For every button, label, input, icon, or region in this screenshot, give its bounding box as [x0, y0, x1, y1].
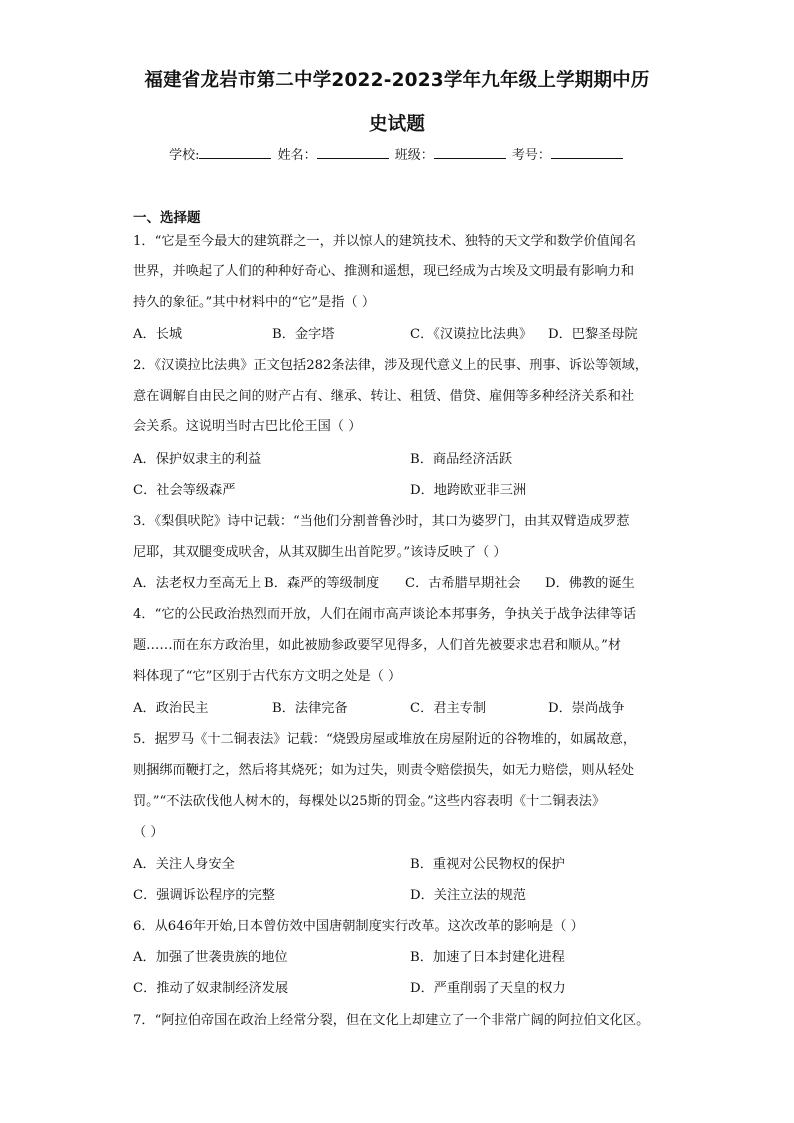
q1-line-1: 1．“它是至今最大的建筑群之一，并以惊人的建筑技术、独特的天文学和数学价值闻名 [133, 234, 637, 249]
q2-line-1: 2．《汉谟拉比法典》正文包括282条法律，涉及现代意义上的民事、刑事、诉讼等领域， [133, 358, 648, 373]
name-blank[interactable] [317, 146, 389, 159]
q3-option-a[interactable]: A．法老权力至高无上 [133, 576, 262, 591]
q2-option-b[interactable]: B．商品经济活跃 [410, 452, 513, 467]
q3-option-c[interactable]: C．古希腊早期社会 [405, 576, 521, 591]
q4-line-1: 4．“它的公民政治热烈而开放，人们在闹市高声谈论本邦事务，争执关于战争法律等话 [133, 607, 637, 622]
q1-line-3: 持久的象征。”其中材料中的“它”是指（ ） [133, 295, 376, 310]
q3-option-b[interactable]: B．森严的等级制度 [264, 576, 380, 591]
q6-option-a[interactable]: A．加强了世袭贵族的地位 [133, 950, 288, 965]
q2-line-2: 意在调解自由民之间的财产占有、继承、转让、租赁、借贷、雇佣等多种经济关系和社 [133, 389, 635, 404]
q1-option-c[interactable]: C．《汉谟拉比法典》 [410, 327, 533, 342]
q5-option-a[interactable]: A．关注人身安全 [133, 857, 235, 872]
q1-option-a[interactable]: A．长城 [133, 327, 183, 342]
q1-option-d[interactable]: D．巴黎圣母院 [548, 327, 638, 342]
q5-line-1: 5．据罗马《十二铜表法》记载：“烧毁房屋或堆放在房屋附近的谷物堆的，如属故意， [133, 732, 637, 747]
q4-line-2: 题……而在东方政治里，如此被励参政要罕见得多，人们首先被要求忠君和顺从。”材 [133, 638, 622, 653]
class-label: 班级： [394, 148, 434, 163]
q2-option-a[interactable]: A．保护奴隶主的利益 [133, 452, 262, 467]
class-blank[interactable] [434, 146, 506, 159]
exam-number-label: 考号： [511, 148, 551, 163]
q4-option-d[interactable]: D．崇尚战争 [548, 701, 625, 716]
name-label: 姓名： [277, 148, 317, 163]
q1-option-b[interactable]: B．金字塔 [272, 327, 335, 342]
section-title: 一、选择题 [133, 210, 201, 226]
q7-line-1: 7．“阿拉伯帝国在政治上经常分裂，但在文化上却建立了一个非常广阔的阿拉伯文化区。 [133, 1013, 650, 1028]
q5-line-2: 则捆绑而鞭打之，然后将其烧死；如为过失，则责令赔偿损失，如无力赔偿，则从轻处 [133, 763, 635, 778]
student-info-line [0, 144, 794, 163]
q5-option-d[interactable]: D．关注立法的规范 [410, 888, 527, 903]
q2-option-d[interactable]: D．地跨欧亚非三洲 [410, 483, 527, 498]
q5-option-c[interactable]: C．强调诉讼程序的完整 [133, 888, 275, 903]
q3-line-2: 尼耶，其双腿变成吠舍，从其双脚生出首陀罗。”该诗反映了（ ） [133, 545, 507, 560]
q6-line-1: 6．从646年开始,日本曾仿效中国唐朝制度实行改革。这次改革的影响是（ ） [133, 919, 584, 934]
q1-line-2: 世界，并唤起了人们的种种好奇心、推测和遥想，现已经成为古埃及文明最有影响力和 [133, 264, 635, 279]
q4-line-3: 料体现了“它”区别于古代东方文明之处是（ ） [133, 669, 402, 684]
q5-option-b[interactable]: B．重视对公民物权的保护 [410, 857, 565, 872]
q5-line-4: （ ） [133, 825, 164, 840]
q6-option-c[interactable]: C．推动了奴隶制经济发展 [133, 981, 289, 996]
q2-option-c[interactable]: C．社会等级森严 [133, 483, 236, 498]
q4-option-b[interactable]: B．法律完备 [272, 701, 348, 716]
q2-line-3: 会关系。这说明当时古巴比伦王国（ ） [133, 419, 362, 434]
q3-line-1: 3．《梨俱吠陀》诗中记载：“当他们分割普鲁沙时，其口为婆罗门，由其双臂造成罗惹 [133, 514, 630, 529]
q5-line-3: 罚。”“不法砍伐他人树木的，每棵处以25斯的罚金。”这些内容表明《十二铜表法》 [133, 794, 606, 809]
exam-title-line1: 福建省龙岩市第二中学2022-2023学年九年级上学期期中历 [144, 70, 650, 91]
school-blank[interactable] [199, 146, 271, 159]
exam-title-line2: 史试题 [368, 114, 426, 135]
q4-option-c[interactable]: C．君主专制 [410, 701, 487, 716]
q6-option-b[interactable]: B．加速了日本封建化进程 [410, 950, 565, 965]
q3-option-d[interactable]: D．佛教的诞生 [545, 576, 635, 591]
q6-option-d[interactable]: D．严重削弱了天皇的权力 [410, 981, 566, 996]
school-label: 学校: [169, 148, 200, 163]
q4-option-a[interactable]: A．政治民主 [133, 701, 209, 716]
exam-number-blank[interactable] [551, 146, 623, 159]
